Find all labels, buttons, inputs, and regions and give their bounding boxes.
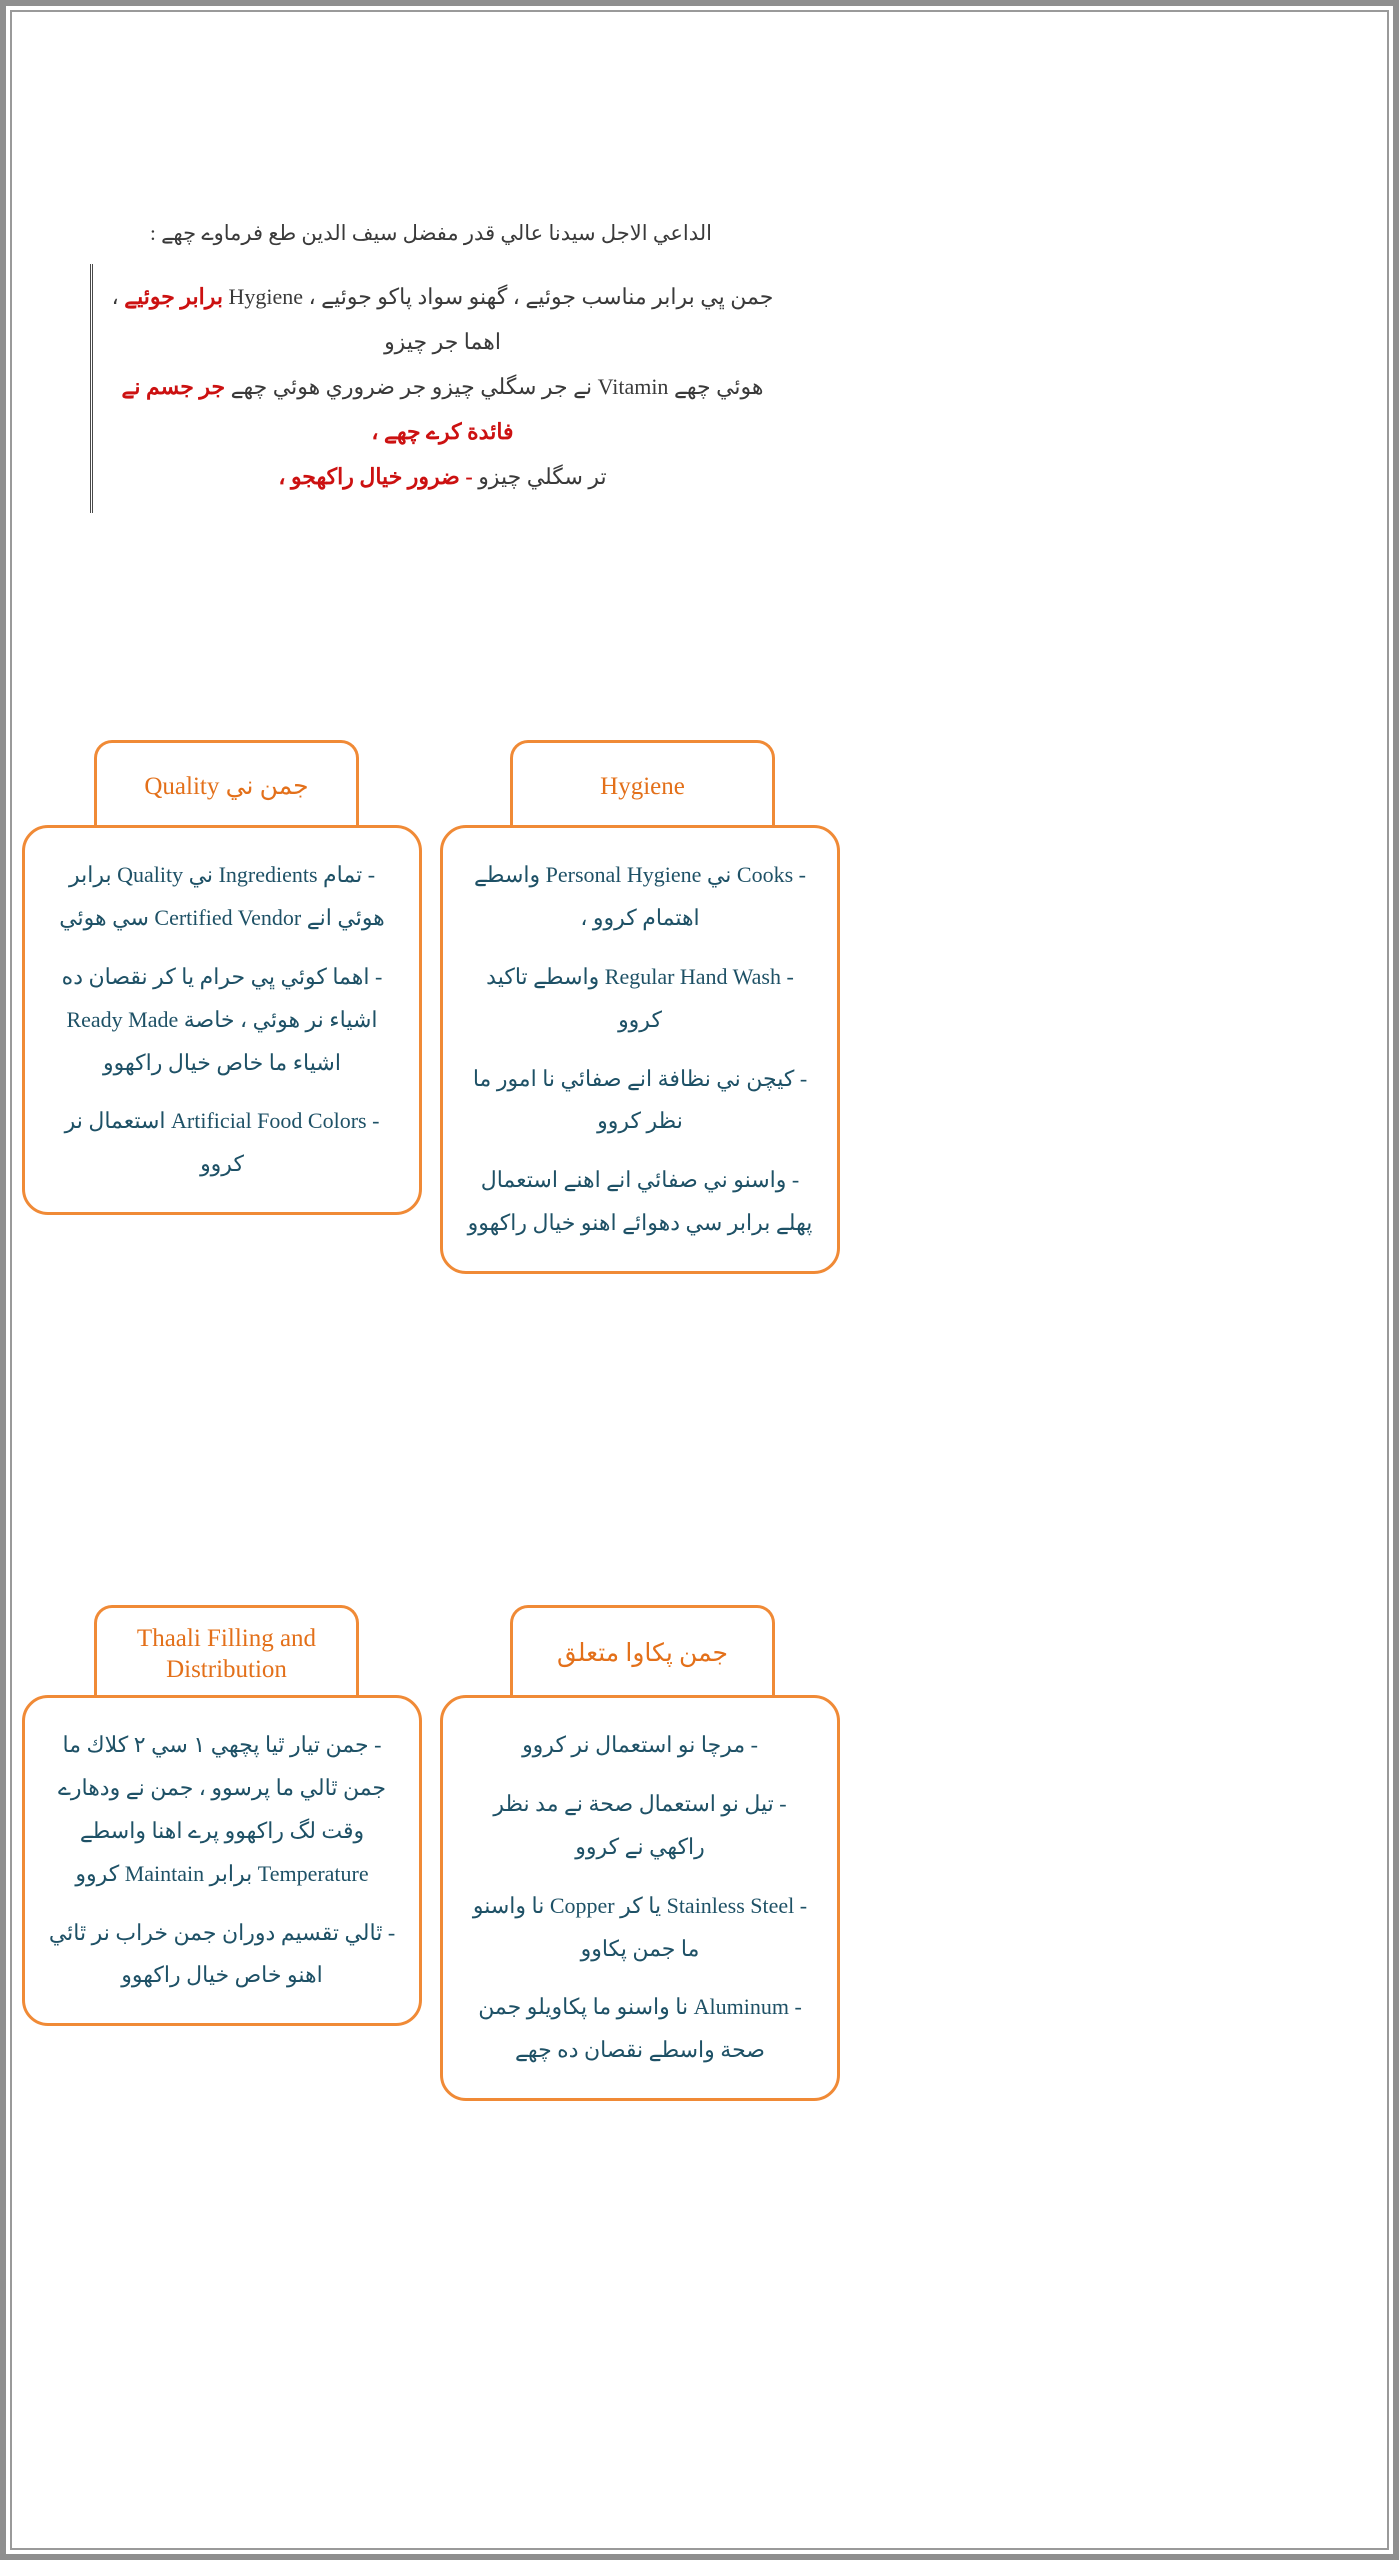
quote-line (107, 454, 778, 499)
card-thaali-filling-distribution[interactable] (22, 1605, 422, 2225)
card-body-hygiene (440, 825, 840, 1274)
quote-segment: برابر جوئيے (124, 283, 229, 309)
quote-segment: نے جر سگلي چيزو جر ضروري هوئي چھے (225, 373, 598, 399)
quote-segment: Hygiene (228, 283, 304, 309)
card-body-jaman-cooking (440, 1695, 840, 2101)
bullet-list (465, 1724, 815, 2072)
bullet-item: - Stainless Steel يا كر Copper نا واسنو ما جمن پكاوو (472, 1892, 808, 1961)
quote-segment: جر جسم نے فائدة كرے چھے ، (121, 373, 514, 444)
quote-line (107, 274, 778, 364)
card-body-jaman-quality (22, 825, 422, 1215)
attribution-line: الداعي الاجل سيدنا عالي قدر مفضل سيف الدين طع فرماوے چھے : (150, 221, 712, 245)
quote-segment: - ضرور خيال راكھجو ، (278, 463, 479, 489)
bullet-item: - تيل نو استعمال صحة نے مد نظر راكھي نے كروو (493, 1790, 787, 1859)
card-title: جمن پكاوا متعلق (557, 1640, 728, 1668)
card-tab-jaman-quality[interactable] (94, 740, 359, 830)
bullet-list (465, 854, 815, 1245)
card-tab-thaali-filling-distribution[interactable] (94, 1605, 359, 1700)
quote-segment: جمن ڀي برابر مناسب جوئيے ، گھنو سواد پاكو جوئيے ، (303, 283, 774, 309)
bullet-item: - Artificial Food Colors استعمال نر كروو (64, 1108, 380, 1177)
quote-line (107, 364, 778, 454)
quote-segment: ، اهما جر چيزو (111, 283, 501, 354)
bullet-list (47, 854, 397, 1186)
quote-segment: Vitamin (597, 373, 669, 399)
card-title: جمن ني Quality (144, 772, 309, 800)
bullet-item: - مرچا نو استعمال نر كروو (522, 1732, 758, 1757)
bullet-list (47, 1724, 397, 1997)
card-hygiene[interactable] (440, 740, 840, 1360)
bullet-item: - ٿالي تقسيم دوران جمن خراب نر ٿائي اهنو خاص خيال راكھوو (48, 1919, 396, 1988)
bullet-item: - تمام Ingredients ني Quality برابر هوئي انے Certified Vendor سي هوئي (59, 862, 385, 930)
bullet-item: - جمن تيار ٿيا پچھي ١ سي ٢ كلاك ما جمن ٿالي ما پرسوو ، جمن نے ودھارے وقت لگ راكھوو پرے اهنا واسطے Temperature برابر Maintain كروو (57, 1732, 387, 1886)
quote-segment: هوئي چھے (668, 373, 764, 399)
bullet-item: - كيچن ني نظافة انے صفائي نا امور ما نظر كروو (472, 1065, 808, 1134)
quote-block (90, 264, 790, 513)
card-title: Hygiene (600, 772, 685, 800)
card-tab-jaman-cooking[interactable] (510, 1605, 775, 1700)
bullet-item: - اهما كوئي ڀي حرام يا كر نقصان ده اشياء نر هوئي ، خاصة Ready Made اشياء ما خاص خيال راكھوو (61, 963, 383, 1075)
quote-segment: تر سگلي چيزو (478, 463, 607, 489)
bullet-item: - Regular Hand Wash واسطے تاكيد كروو (486, 963, 794, 1032)
card-title: Thaali Filling and Distribution (136, 1624, 317, 1683)
card-body-thaali-filling-distribution (22, 1695, 422, 2026)
card-jaman-quality[interactable] (22, 740, 422, 1360)
card-tab-hygiene[interactable] (510, 740, 775, 830)
header-zone (90, 218, 790, 513)
card-jaman-cooking[interactable] (440, 1605, 840, 2225)
bullet-item: - واسنو ني صفائي انے اهنے استعمال پهلے برابر سي دھوائے اهنو خيال راكھوو (467, 1167, 813, 1236)
bullet-item: - Aluminum نا واسنو ما پكاويلو جمن صحة واسطے نقصان ده چھے (478, 1994, 802, 2063)
bullet-item: - Cooks ني Personal Hygiene واسطے اهتمام كروو ، (474, 862, 806, 930)
